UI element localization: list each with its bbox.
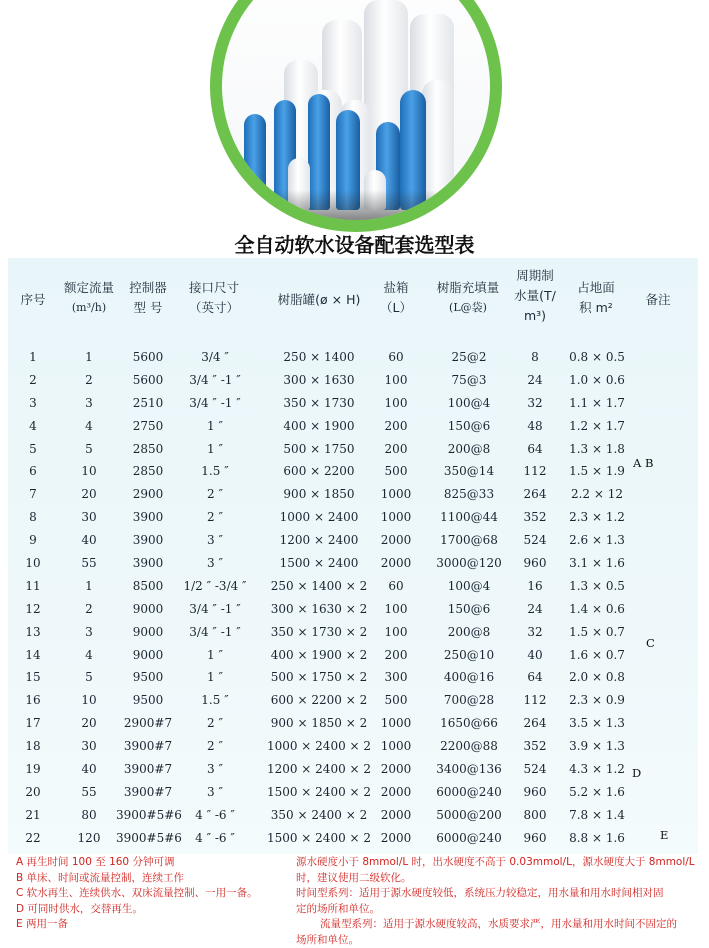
note-flow-series: 流量型系列：适用于源水硬度较高，水质要求严，用水量和用水时间不固定的 [296,917,696,933]
cell-area: 2.3 × 0.9 [564,689,630,712]
cell-no: 15 [16,666,50,689]
cell-tank: 500 × 1750 × 2 [260,666,378,689]
cell-no: 22 [16,827,50,850]
table-row [8,712,698,735]
header-brine-label: 盐箱 [372,278,420,298]
cell-resin: 1700@68 [426,529,512,552]
cell-controller: 3900#5#6 [116,804,180,827]
note-flow-series-2: 场所和单位。 [296,933,696,948]
cell-cycle: 16 [512,575,558,598]
cell-brine: 200 [372,438,420,461]
header-cycle [508,266,562,326]
cell-tank: 350 × 2400 × 2 [260,804,378,827]
cell-area: 3.9 × 1.3 [564,735,630,758]
table-row [8,369,698,392]
cell-brine: 2000 [372,529,420,552]
note-time-series: 时间型系列：适用于源水硬度较低，系统压力较稳定，用水量和用水时间相对固 [296,886,696,902]
cell-flow: 5 [58,438,120,461]
cell-cycle: 960 [512,552,558,575]
cell-controller: 3900#7 [116,735,180,758]
cell-tank: 400 × 1900 [260,415,378,438]
cell-tank: 300 × 1630 [260,369,378,392]
cell-no: 3 [16,392,50,415]
cell-controller: 3900 [116,552,180,575]
cell-port: 2 ″ [174,506,256,529]
cell-flow: 20 [58,712,120,735]
cell-resin: 5000@200 [426,804,512,827]
cell-flow: 55 [58,781,120,804]
cell-controller: 2900#7 [116,712,180,735]
header-tank: 树脂罐(ø × H) [260,290,378,310]
cell-cycle: 24 [512,369,558,392]
cell-controller: 2850 [116,438,180,461]
cell-flow: 1 [58,346,120,369]
cell-no: 19 [16,758,50,781]
note-e: E 两用一备 [16,917,286,933]
cell-area: 1.3 × 1.8 [564,438,630,461]
cell-resin: 350@14 [426,460,512,483]
cell-port: 3 ″ [174,781,256,804]
cell-no: 5 [16,438,50,461]
cell-tank: 1000 × 2400 [260,506,378,529]
cell-tank: 300 × 1630 × 2 [260,598,378,621]
cell-brine: 1000 [372,483,420,506]
cell-tank: 900 × 1850 [260,483,378,506]
header-remark: 备注 [628,290,688,310]
cell-brine: 100 [372,369,420,392]
cell-area: 3.1 × 1.6 [564,552,630,575]
cell-tank: 250 × 1400 [260,346,378,369]
note-a: A 再生时间 100 至 160 分钟可调 [16,855,286,871]
header-brine-unit: （L） [372,298,420,318]
cell-no: 9 [16,529,50,552]
cell-resin: 3400@136 [426,758,512,781]
cell-cycle: 40 [512,644,558,667]
note-time-series-2: 定的场所和单位。 [296,902,696,918]
cell-controller: 9500 [116,689,180,712]
header-port-unit: （英寸） [174,298,254,318]
cell-tank: 600 × 2200 × 2 [260,689,378,712]
header-no: 序号 [16,290,50,310]
cell-resin: 100@4 [426,392,512,415]
cell-tank: 1500 × 2400 × 2 [260,827,378,850]
cell-area: 2.0 × 0.8 [564,666,630,689]
cell-resin: 25@2 [426,346,512,369]
cell-cycle: 524 [512,529,558,552]
cell-controller: 8500 [116,575,180,598]
cell-controller: 5600 [116,346,180,369]
cell-brine: 200 [372,644,420,667]
cell-no: 4 [16,415,50,438]
cell-no: 8 [16,506,50,529]
cell-brine: 60 [372,575,420,598]
table-row [8,598,698,621]
cell-brine: 100 [372,392,420,415]
cell-brine: 1000 [372,506,420,529]
cell-cycle: 264 [512,712,558,735]
cell-controller: 3900 [116,529,180,552]
cell-brine: 1000 [372,712,420,735]
header-cycle-label: 周期制 [508,266,562,286]
cell-controller: 3900#7 [116,781,180,804]
cell-brine: 2000 [372,781,420,804]
cell-tank: 350 × 1730 × 2 [260,621,378,644]
cell-flow: 5 [58,666,120,689]
page-title: 全自动软水设备配套选型表 [0,229,709,258]
cell-area: 2.6 × 1.3 [564,529,630,552]
table-row [8,460,698,483]
cell-area: 7.8 × 1.4 [564,804,630,827]
table-row [8,621,698,644]
cell-flow: 20 [58,483,120,506]
cell-cycle: 48 [512,415,558,438]
cell-resin: 250@10 [426,644,512,667]
table-row [8,529,698,552]
cell-cycle: 960 [512,781,558,804]
cell-brine: 500 [372,689,420,712]
cell-no: 1 [16,346,50,369]
cell-flow: 10 [58,460,120,483]
header-flow-unit: (m³/h) [54,298,124,318]
cell-flow: 40 [58,758,120,781]
cell-flow: 80 [58,804,120,827]
note-d: D 可同时供水，交替再生。 [16,902,286,918]
table-row [8,575,698,598]
cell-no: 11 [16,575,50,598]
header-flow [54,278,124,318]
cell-cycle: 8 [512,346,558,369]
note-b: B 单床、时间或流量控制，连续工作 [16,871,286,887]
cell-flow: 30 [58,735,120,758]
cell-tank: 500 × 1750 [260,438,378,461]
cell-cycle: 64 [512,438,558,461]
cell-flow: 3 [58,392,120,415]
remark-c: C [646,636,655,650]
cell-area: 0.8 × 0.5 [564,346,630,369]
cell-brine: 2000 [372,827,420,850]
cell-no: 12 [16,598,50,621]
table-row [8,735,698,758]
table-row [8,758,698,781]
table-row [8,346,698,369]
cell-port: 2 ″ [174,735,256,758]
cell-cycle: 524 [512,758,558,781]
cell-resin: 150@6 [426,415,512,438]
remark-e: E [660,828,668,842]
cell-controller: 2850 [116,460,180,483]
cell-no: 17 [16,712,50,735]
cell-controller: 2900 [116,483,180,506]
header-resin-unit: (L@袋) [428,298,508,318]
cell-no: 14 [16,644,50,667]
cell-port: 3/4 ″ -1 ″ [174,621,256,644]
cell-controller: 2510 [116,392,180,415]
cell-tank: 900 × 1850 × 2 [260,712,378,735]
cell-cycle: 352 [512,735,558,758]
cell-brine: 2000 [372,804,420,827]
cell-port: 3 ″ [174,529,256,552]
table-row [8,781,698,804]
header-controller [118,278,178,318]
cell-resin: 75@3 [426,369,512,392]
header-port-label: 接口尺寸 [174,278,254,298]
cell-resin: 1650@66 [426,712,512,735]
cell-flow: 1 [58,575,120,598]
header-cycle-unit: m³) [508,306,562,326]
cell-no: 7 [16,483,50,506]
cell-resin: 6000@240 [426,827,512,850]
cell-area: 1.1 × 1.7 [564,392,630,415]
header-flow-label: 额定流量 [54,278,124,298]
cell-controller: 3900#5#6 [116,827,180,850]
cell-resin: 200@8 [426,621,512,644]
cell-port: 1 ″ [174,644,256,667]
cell-area: 1.0 × 0.6 [564,369,630,392]
cell-no: 2 [16,369,50,392]
selection-table [8,258,698,854]
cell-tank: 1500 × 2400 [260,552,378,575]
table-row [8,827,698,850]
table-row [8,506,698,529]
cell-area: 5.2 × 1.6 [564,781,630,804]
table-row [8,644,698,667]
cell-area: 2.2 × 12 [564,483,630,506]
header-port [174,278,254,318]
cell-area: 1.5 × 0.7 [564,621,630,644]
cell-no: 13 [16,621,50,644]
cell-tank: 350 × 1730 [260,392,378,415]
cell-flow: 40 [58,529,120,552]
product-photo [222,0,490,220]
cell-flow: 10 [58,689,120,712]
cell-cycle: 960 [512,827,558,850]
cell-port: 3/4 ″ -1 ″ [174,598,256,621]
notes-left [16,855,286,933]
cell-no: 16 [16,689,50,712]
cell-controller: 3900#7 [116,758,180,781]
cell-port: 1 ″ [174,438,256,461]
cell-no: 20 [16,781,50,804]
cell-port: 1/2 ″ -3/4 ″ [174,575,256,598]
cell-cycle: 112 [512,689,558,712]
cell-area: 8.8 × 1.6 [564,827,630,850]
header-brine [372,278,420,318]
cell-no: 18 [16,735,50,758]
cell-flow: 4 [58,415,120,438]
cell-brine: 200 [372,415,420,438]
cell-brine: 2000 [372,552,420,575]
cell-cycle: 352 [512,506,558,529]
cell-port: 3/4 ″ -1 ″ [174,392,256,415]
cell-controller: 5600 [116,369,180,392]
cell-flow: 120 [58,827,120,850]
cell-brine: 500 [372,460,420,483]
cell-cycle: 32 [512,392,558,415]
header-area-label: 占地面 [564,278,628,298]
cell-area: 1.5 × 1.9 [564,460,630,483]
cell-no: 6 [16,460,50,483]
header-controller-sub: 型 号 [118,298,178,318]
cell-area: 2.3 × 1.2 [564,506,630,529]
cell-tank: 1500 × 2400 × 2 [260,781,378,804]
cell-flow: 2 [58,369,120,392]
cell-flow: 4 [58,644,120,667]
cell-resin: 1100@44 [426,506,512,529]
cell-resin: 700@28 [426,689,512,712]
remark-ab: A B [633,456,653,470]
cell-cycle: 800 [512,804,558,827]
cell-controller: 3900 [116,506,180,529]
table-row [8,415,698,438]
cell-port: 4 ″ -6 ″ [174,804,256,827]
cell-controller: 9500 [116,666,180,689]
photo-shadow [222,190,490,220]
table-row [8,483,698,506]
cell-area: 1.4 × 0.6 [564,598,630,621]
cell-brine: 1000 [372,735,420,758]
cell-cycle: 112 [512,460,558,483]
cell-area: 4.3 × 1.2 [564,758,630,781]
cell-resin: 150@6 [426,598,512,621]
cell-flow: 55 [58,552,120,575]
cell-resin: 3000@120 [426,552,512,575]
cell-tank: 250 × 1400 × 2 [260,575,378,598]
header-controller-label: 控制器 [118,278,178,298]
table-row [8,552,698,575]
table-row [8,666,698,689]
cell-brine: 100 [372,598,420,621]
header-area-unit: 积 m² [564,298,628,318]
cell-area: 1.6 × 0.7 [564,644,630,667]
cell-port: 3 ″ [174,758,256,781]
remark-d: D [632,766,641,780]
cell-area: 1.3 × 0.5 [564,575,630,598]
cell-resin: 2200@88 [426,735,512,758]
note-hardness-2: 时，建议使用二级软化。 [296,871,696,887]
cell-port: 1.5 ″ [174,460,256,483]
cell-port: 3/4 ″ -1 ″ [174,369,256,392]
notes-right [296,855,696,948]
cell-port: 2 ″ [174,483,256,506]
table-row [8,392,698,415]
cell-no: 10 [16,552,50,575]
note-c: C 软水再生、连续供水、双床流量控制、一用一备。 [16,886,286,902]
cell-brine: 100 [372,621,420,644]
header-area [564,278,628,318]
cell-flow: 30 [58,506,120,529]
cell-tank: 600 × 2200 [260,460,378,483]
header-resin [428,278,508,318]
cell-port: 1 ″ [174,415,256,438]
cell-tank: 1200 × 2400 × 2 [260,758,378,781]
cell-port: 1.5 ″ [174,689,256,712]
cell-brine: 300 [372,666,420,689]
cell-resin: 200@8 [426,438,512,461]
cell-brine: 60 [372,346,420,369]
cell-tank: 400 × 1900 × 2 [260,644,378,667]
cell-port: 2 ″ [174,712,256,735]
header-cycle-label2: 水量(T/ [508,286,562,306]
cell-brine: 2000 [372,758,420,781]
table-header [8,258,698,340]
cell-controller: 9000 [116,644,180,667]
cell-resin: 400@16 [426,666,512,689]
cell-cycle: 264 [512,483,558,506]
cell-resin: 825@33 [426,483,512,506]
note-hardness: 源水硬度小于 8mmol/L 时，出水硬度不高于 0.03mmol/L，源水硬度大于 8mmol/L [296,855,696,871]
cell-controller: 2750 [116,415,180,438]
table-body [8,346,698,850]
cell-port: 4 ″ -6 ″ [174,827,256,850]
cell-tank: 1000 × 2400 × 2 [260,735,378,758]
cell-cycle: 32 [512,621,558,644]
cell-resin: 100@4 [426,575,512,598]
table-row [8,689,698,712]
cell-controller: 9000 [116,598,180,621]
cell-port: 3/4 ″ [174,346,256,369]
cell-area: 1.2 × 1.7 [564,415,630,438]
cell-area: 3.5 × 1.3 [564,712,630,735]
header-resin-label: 树脂充填量 [428,278,508,298]
table-row [8,804,698,827]
cell-tank: 1200 × 2400 [260,529,378,552]
cell-controller: 9000 [116,621,180,644]
cell-cycle: 24 [512,598,558,621]
cell-no: 21 [16,804,50,827]
cell-flow: 2 [58,598,120,621]
cell-flow: 3 [58,621,120,644]
cell-resin: 6000@240 [426,781,512,804]
cell-port: 3 ″ [174,552,256,575]
cell-cycle: 64 [512,666,558,689]
cell-port: 1 ″ [174,666,256,689]
table-row [8,438,698,461]
